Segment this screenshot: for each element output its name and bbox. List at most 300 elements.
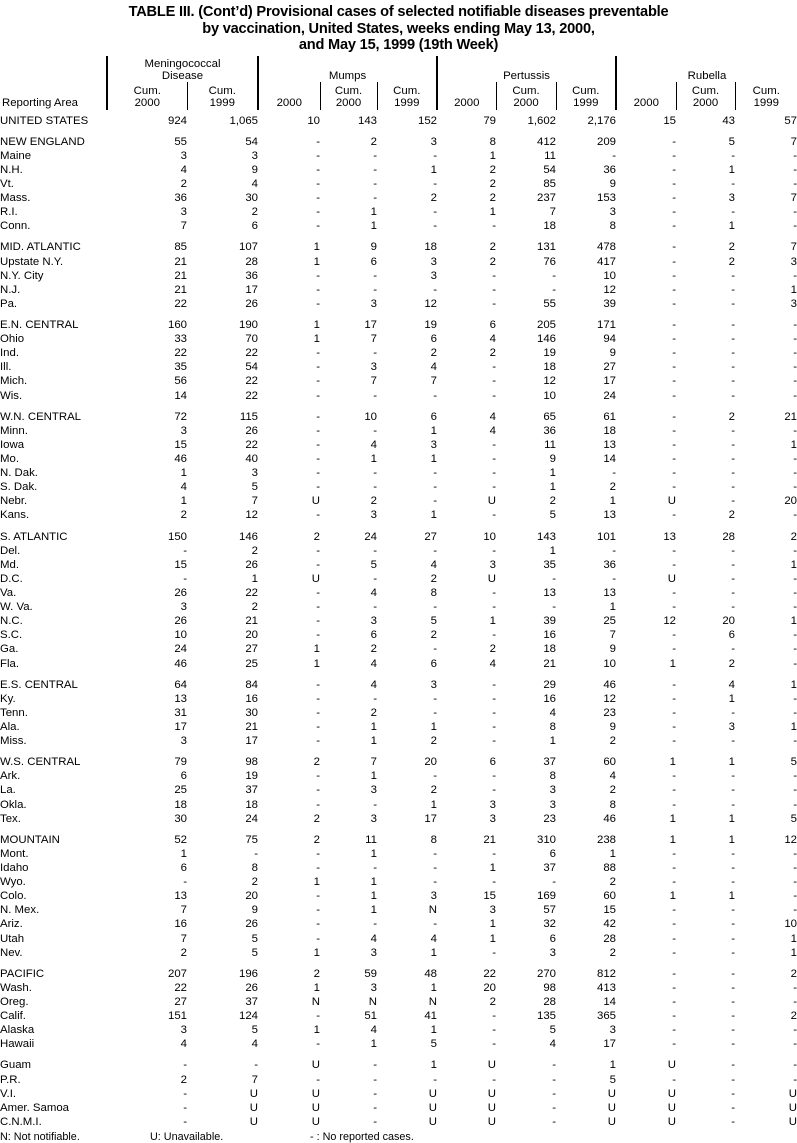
table-row	[0, 1087, 797, 1101]
row-value: 1	[258, 1023, 320, 1037]
table-row	[0, 847, 797, 861]
row-value: -	[676, 332, 735, 346]
row-value: 7	[556, 628, 616, 642]
row-value: 1	[676, 812, 735, 826]
row-value: 12	[496, 374, 556, 388]
row-value: 5	[320, 558, 377, 572]
row-value: 41	[377, 1009, 437, 1023]
row-value: 2	[437, 254, 496, 268]
row-value: 13	[556, 508, 616, 522]
row-value: -	[616, 318, 676, 332]
row-value: -	[735, 692, 797, 706]
row-value: 6	[496, 847, 556, 861]
row-value: 3	[377, 269, 437, 283]
row-value: 10	[258, 112, 320, 128]
row-value: 22	[107, 297, 187, 311]
row-value: 26	[187, 424, 258, 438]
row-value: 2	[676, 656, 735, 670]
row-value: 1	[735, 720, 797, 734]
row-value: 13	[616, 529, 676, 543]
row-area-label: W.S. CENTRAL	[0, 755, 107, 769]
row-value: 7	[187, 494, 258, 508]
row-value: -	[437, 544, 496, 558]
row-value: 1	[377, 1058, 437, 1072]
row-value: -	[676, 558, 735, 572]
row-value: 11	[496, 149, 556, 163]
row-value: -	[676, 1023, 735, 1037]
row-value: 3	[437, 558, 496, 572]
row-value: -	[676, 642, 735, 656]
row-value: 1	[320, 1037, 377, 1051]
row-value: 24	[187, 812, 258, 826]
row-value: -	[258, 917, 320, 931]
row-value: 4	[377, 360, 437, 374]
header-group-row	[0, 56, 797, 82]
row-value: 115	[187, 410, 258, 424]
row-value: -	[437, 946, 496, 960]
row-value: -	[676, 283, 735, 297]
row-value: 60	[556, 889, 616, 903]
row-value: -	[735, 903, 797, 917]
row-value: 30	[187, 706, 258, 720]
table-row	[0, 734, 797, 748]
row-value: 3	[676, 720, 735, 734]
row-value: -	[616, 135, 676, 149]
row-value: 1	[616, 812, 676, 826]
row-value: -	[735, 480, 797, 494]
row-value: -	[616, 508, 676, 522]
header-col-rubella-cum2000-l1: Cum.	[692, 85, 719, 97]
row-value: -	[320, 163, 377, 177]
row-value: -	[616, 558, 676, 572]
row-area-label: Md.	[0, 558, 107, 572]
row-value: -	[258, 269, 320, 283]
row-value: -	[616, 297, 676, 311]
row-value: 171	[556, 318, 616, 332]
row-value: 5	[187, 931, 258, 945]
row-value: 18	[496, 360, 556, 374]
row-value: -	[377, 600, 437, 614]
row-value: 37	[187, 995, 258, 1009]
row-area-label: NEW ENGLAND	[0, 135, 107, 149]
row-value: -	[377, 544, 437, 558]
row-value: 196	[187, 967, 258, 981]
row-value: 2	[377, 783, 437, 797]
row-value: 33	[107, 332, 187, 346]
row-area-label: Ill.	[0, 360, 107, 374]
row-value: 2	[437, 191, 496, 205]
row-value: 4	[320, 656, 377, 670]
row-value: 17	[556, 374, 616, 388]
row-value: 20	[187, 628, 258, 642]
row-value: -	[676, 706, 735, 720]
row-value: 21	[496, 656, 556, 670]
row-spacer	[0, 748, 797, 755]
row-value: -	[556, 544, 616, 558]
row-value: -	[258, 388, 320, 402]
row-value: -	[616, 438, 676, 452]
row-value: 1	[676, 219, 735, 233]
row-value: -	[377, 642, 437, 656]
row-value: 2	[437, 240, 496, 254]
table-row	[0, 833, 797, 847]
table-row	[0, 318, 797, 332]
row-area-label: Ala.	[0, 720, 107, 734]
table-row	[0, 508, 797, 522]
row-spacer-cell	[0, 748, 797, 755]
row-value: -	[616, 205, 676, 219]
table-row	[0, 346, 797, 360]
row-value: -	[258, 558, 320, 572]
row-value: -	[735, 642, 797, 656]
table-row	[0, 360, 797, 374]
row-spacer-cell	[0, 826, 797, 833]
row-value: 3	[320, 297, 377, 311]
row-value: -	[676, 946, 735, 960]
row-value: 84	[187, 678, 258, 692]
row-value: -	[676, 734, 735, 748]
row-value: -	[258, 374, 320, 388]
row-value: 2	[187, 875, 258, 889]
row-value: 143	[320, 112, 377, 128]
row-value: -	[676, 1072, 735, 1086]
row-value: U	[258, 1087, 320, 1101]
row-value: U	[556, 1115, 616, 1129]
row-value: 1	[735, 438, 797, 452]
row-value: -	[496, 1101, 556, 1115]
row-value: 55	[107, 135, 187, 149]
row-value: 1	[496, 466, 556, 480]
row-area-label: S.C.	[0, 628, 107, 642]
header-col-rubella-2000-l2: 2000	[634, 97, 659, 109]
row-value: 7	[735, 135, 797, 149]
row-value: 1	[437, 205, 496, 219]
row-value: -	[320, 191, 377, 205]
row-value: 2	[258, 812, 320, 826]
row-value: 4	[320, 586, 377, 600]
row-value: -	[735, 1058, 797, 1072]
row-value: 1	[377, 424, 437, 438]
row-value: 9	[556, 177, 616, 191]
footnote-cell	[0, 1132, 797, 1143]
header-col-rubella-cum1999-l1: Cum.	[753, 85, 780, 97]
row-value: 32	[496, 917, 556, 931]
row-value: 1	[258, 875, 320, 889]
row-area-label: Va.	[0, 586, 107, 600]
row-value: -	[320, 797, 377, 811]
row-value: -	[616, 410, 676, 424]
row-value: 14	[107, 388, 187, 402]
row-value: 46	[107, 452, 187, 466]
table-row	[0, 628, 797, 642]
row-spacer	[0, 403, 797, 410]
row-value: -	[616, 452, 676, 466]
row-value: -	[616, 177, 676, 191]
table-row	[0, 269, 797, 283]
row-value: 9	[320, 240, 377, 254]
row-value: -	[320, 283, 377, 297]
row-area-label: Ind.	[0, 346, 107, 360]
row-value: U	[616, 1115, 676, 1129]
row-value: 8	[187, 861, 258, 875]
row-value: 20	[187, 889, 258, 903]
row-value: 4	[320, 678, 377, 692]
row-value: 9	[187, 903, 258, 917]
row-area-label: N. Dak.	[0, 466, 107, 480]
row-value: 107	[187, 240, 258, 254]
header-col-pertussis-2000-l2: 2000	[454, 97, 479, 109]
row-value: 22	[107, 346, 187, 360]
row-value: -	[107, 1087, 187, 1101]
table-row	[0, 494, 797, 508]
row-value: 7	[377, 374, 437, 388]
table-row	[0, 706, 797, 720]
row-value: -	[616, 466, 676, 480]
row-area-label: S. Dak.	[0, 480, 107, 494]
row-value: -	[320, 149, 377, 163]
row-area-label: Alaska	[0, 1023, 107, 1037]
row-value: 52	[107, 833, 187, 847]
row-value: -	[377, 480, 437, 494]
row-value: 9	[187, 163, 258, 177]
row-value: -	[676, 875, 735, 889]
row-value: -	[258, 452, 320, 466]
row-value: -	[735, 149, 797, 163]
header-col-pertussis-cum1999-l2: 1999	[573, 97, 598, 109]
row-value: 18	[107, 797, 187, 811]
row-value: -	[735, 544, 797, 558]
header-col-mumps-cum1999-l1: Cum.	[393, 85, 420, 97]
row-value: -	[258, 903, 320, 917]
row-value: -	[107, 1058, 187, 1072]
row-value: 70	[187, 332, 258, 346]
table-row	[0, 149, 797, 163]
row-value: -	[735, 374, 797, 388]
header-col-rubella-cum1999	[735, 82, 797, 110]
row-value: 2	[676, 410, 735, 424]
row-value: 2	[107, 508, 187, 522]
row-value: 4	[496, 706, 556, 720]
row-value: 1	[616, 833, 676, 847]
row-value: -	[735, 875, 797, 889]
row-value: -	[676, 769, 735, 783]
table-row	[0, 297, 797, 311]
row-area-label: Mont.	[0, 847, 107, 861]
row-value: -	[616, 544, 676, 558]
row-value: -	[616, 981, 676, 995]
table-row	[0, 135, 797, 149]
row-value: -	[437, 720, 496, 734]
row-value: N	[377, 995, 437, 1009]
header-col-pertussis-cum2000-l1: Cum.	[512, 85, 539, 97]
table-row	[0, 438, 797, 452]
row-spacer-cell	[0, 403, 797, 410]
row-value: -	[556, 466, 616, 480]
row-value: -	[616, 917, 676, 931]
row-value: 2	[437, 995, 496, 1009]
row-spacer-cell	[0, 522, 797, 529]
row-value: 10	[437, 529, 496, 543]
row-value: 25	[107, 783, 187, 797]
table-row	[0, 410, 797, 424]
row-spacer	[0, 671, 797, 678]
row-value: 2	[735, 1009, 797, 1023]
row-value: 4	[107, 1037, 187, 1051]
row-value: -	[676, 1009, 735, 1023]
row-value: 160	[107, 318, 187, 332]
row-value: 4	[320, 1023, 377, 1037]
table-row	[0, 572, 797, 586]
row-value: 2	[556, 946, 616, 960]
row-value: 22	[107, 981, 187, 995]
row-value: 1	[735, 678, 797, 692]
row-value: -	[676, 797, 735, 811]
row-value: U	[377, 1087, 437, 1101]
table-row	[0, 191, 797, 205]
header-col-pertussis-cum1999	[556, 82, 616, 110]
row-value: 3	[735, 297, 797, 311]
row-value: 1	[556, 1058, 616, 1072]
row-value: 46	[556, 812, 616, 826]
table-header	[0, 56, 797, 112]
row-value: 1	[735, 946, 797, 960]
row-value: 54	[187, 135, 258, 149]
header-group-meningococcal	[107, 56, 258, 82]
row-value: 27	[187, 642, 258, 656]
row-value: 39	[496, 614, 556, 628]
row-value: 5	[735, 812, 797, 826]
row-value: 6	[320, 628, 377, 642]
table-row	[0, 769, 797, 783]
row-value: -	[616, 240, 676, 254]
row-spacer-cell	[0, 1051, 797, 1058]
row-value: 17	[556, 1037, 616, 1051]
row-value: -	[258, 769, 320, 783]
row-value: -	[377, 917, 437, 931]
row-value: 36	[187, 269, 258, 283]
row-value: 16	[187, 692, 258, 706]
row-value: 2	[556, 480, 616, 494]
row-value: 4	[187, 177, 258, 191]
row-value: 16	[107, 917, 187, 931]
row-value: 237	[496, 191, 556, 205]
row-value: -	[258, 163, 320, 177]
row-value: N	[320, 995, 377, 1009]
row-spacer-cell	[0, 311, 797, 318]
row-value: 6	[320, 254, 377, 268]
row-value: 190	[187, 318, 258, 332]
row-value: 6	[377, 410, 437, 424]
row-value: -	[616, 769, 676, 783]
row-value: 57	[496, 903, 556, 917]
row-value: -	[258, 586, 320, 600]
table-row	[0, 931, 797, 945]
row-value: 98	[496, 981, 556, 995]
row-value: 413	[556, 981, 616, 995]
row-value: U	[258, 1115, 320, 1129]
table-row	[0, 177, 797, 191]
row-value: -	[616, 163, 676, 177]
row-value: -	[616, 967, 676, 981]
row-value: 4	[107, 480, 187, 494]
row-value: 10	[556, 269, 616, 283]
row-value: 26	[187, 297, 258, 311]
row-area-label: Iowa	[0, 438, 107, 452]
row-value: 1	[676, 833, 735, 847]
row-value: 15	[107, 558, 187, 572]
row-value: 3	[556, 205, 616, 219]
table-row	[0, 586, 797, 600]
row-value: -	[377, 494, 437, 508]
row-value: -	[735, 346, 797, 360]
row-value: 14	[556, 452, 616, 466]
row-spacer-cell	[0, 128, 797, 135]
row-value: 20	[735, 494, 797, 508]
row-value: -	[437, 678, 496, 692]
row-value: -	[676, 149, 735, 163]
row-value: 13	[107, 692, 187, 706]
row-value: -	[437, 388, 496, 402]
row-value: 46	[556, 678, 616, 692]
row-value: 2	[258, 529, 320, 543]
row-value: -	[676, 346, 735, 360]
row-value: -	[676, 600, 735, 614]
row-value: -	[735, 572, 797, 586]
row-value: 22	[437, 967, 496, 981]
row-value: 1	[320, 205, 377, 219]
row-value: -	[496, 600, 556, 614]
row-value: -	[258, 600, 320, 614]
row-value: -	[676, 1101, 735, 1115]
row-value: 812	[556, 967, 616, 981]
row-area-label: Nebr.	[0, 494, 107, 508]
row-value: -	[258, 135, 320, 149]
row-value: 12	[556, 283, 616, 297]
row-value: -	[735, 163, 797, 177]
row-value: 150	[107, 529, 187, 543]
table-row	[0, 812, 797, 826]
row-value: 12	[735, 833, 797, 847]
row-value: 27	[107, 995, 187, 1009]
table-row	[0, 656, 797, 670]
table-row	[0, 1009, 797, 1023]
row-value: 10	[320, 410, 377, 424]
row-value: -	[616, 861, 676, 875]
row-value: 6	[676, 628, 735, 642]
row-value: -	[258, 678, 320, 692]
row-value: 17	[107, 720, 187, 734]
row-area-label: E.N. CENTRAL	[0, 318, 107, 332]
row-value: -	[258, 734, 320, 748]
row-value: -	[437, 1037, 496, 1051]
row-value: 85	[107, 240, 187, 254]
row-value: -	[676, 1037, 735, 1051]
row-value: 36	[556, 558, 616, 572]
row-value: 3	[107, 149, 187, 163]
row-area-label: Vt.	[0, 177, 107, 191]
row-value: 1	[320, 720, 377, 734]
row-value: -	[377, 692, 437, 706]
row-value: 3	[377, 438, 437, 452]
row-value: 6	[437, 755, 496, 769]
row-value: -	[676, 995, 735, 1009]
row-value: -	[377, 847, 437, 861]
row-area-label: N.Y. City	[0, 269, 107, 283]
row-value: 8	[437, 135, 496, 149]
row-value: -	[437, 1072, 496, 1086]
row-value: -	[258, 692, 320, 706]
row-value: U	[187, 1087, 258, 1101]
